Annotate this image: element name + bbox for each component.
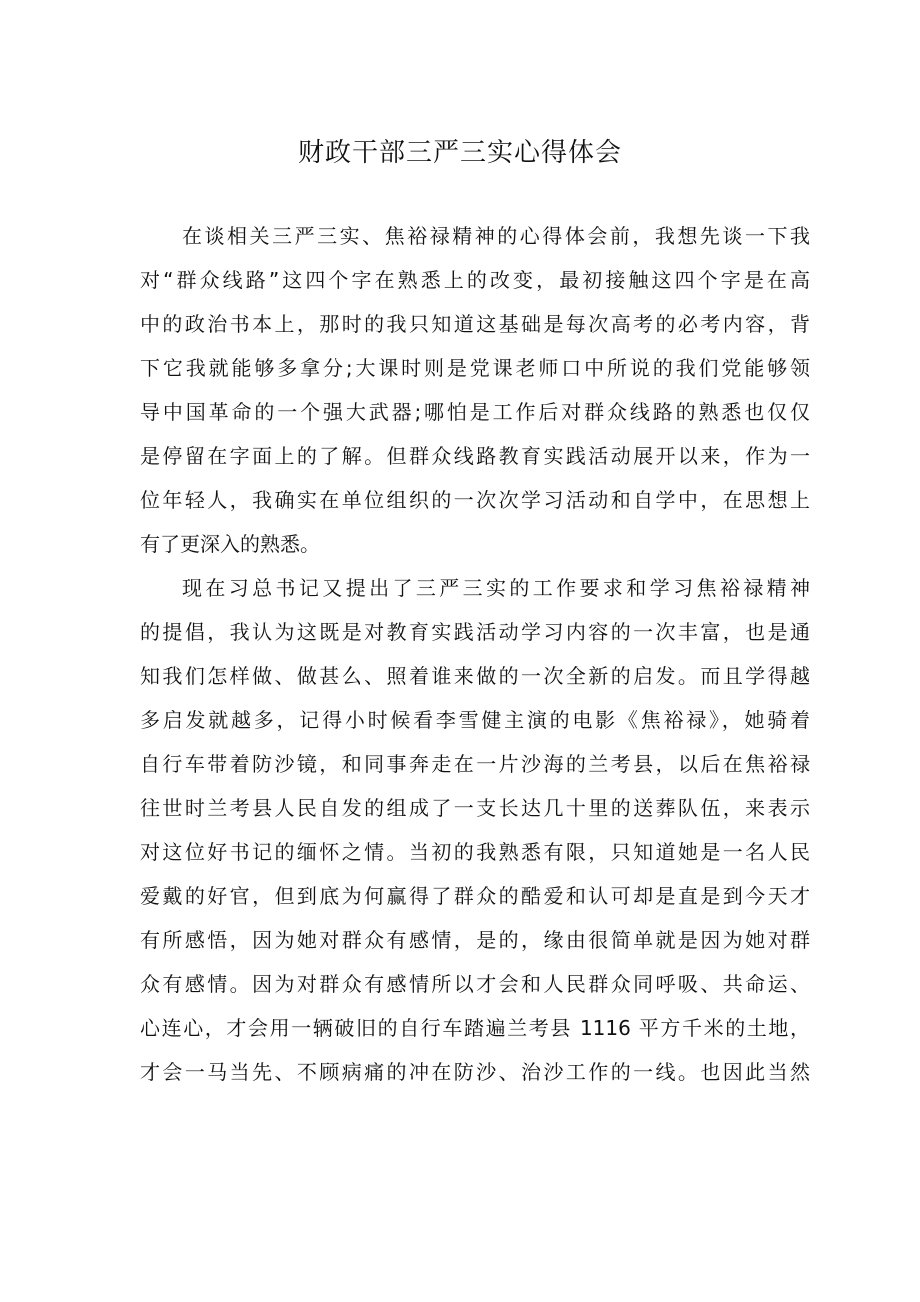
document-body	[140, 214, 810, 1094]
paragraph-1-line-1: 在谈相关三严三实、焦裕禄精神的心得体会前，我想先谈一下我	[182, 224, 810, 248]
paragraph-2-line-8: 爱戴的好官，但到底为何赢得了群众的酷爱和认可却是直是到今天才	[140, 884, 810, 908]
paragraph-2-line-3: 知我们怎样做、做甚么、照着谁来做的一次全新的启发。而且学得越	[140, 664, 810, 688]
paragraph-2-line-5: 自行车带着防沙镜，和同事奔走在一片沙海的兰考县，以后在焦裕禄	[140, 752, 810, 776]
paragraph-1-line-7: 位年轻人，我确实在单位组织的一次次学习活动和自学中，在思想上	[140, 488, 810, 512]
paragraph-2-line-2: 的提倡，我认为这既是对教育实践活动学习内容的一次丰富，也是通	[140, 620, 810, 644]
paragraph-1-line-5: 导中国革命的一个强大武器;哪怕是工作后对群众线路的熟悉也仅仅	[140, 400, 810, 424]
paragraph-2-line-10: 众有感情。因为对群众有感情所以才会和人民群众同呼吸、共命运、	[140, 972, 810, 996]
paragraph-2-line-12: 才会一马当先、不顾病痛的冲在防沙、治沙工作的一线。也因此当然	[140, 1060, 810, 1084]
paragraph-2-line-11: 心连心，才会用一辆破旧的自行车踏遍兰考县 1116 平方千米的土地，	[140, 1016, 810, 1040]
paragraph-1-line-8: 有了更深入的熟悉。	[140, 532, 320, 556]
paragraph-2-line-6: 往世时兰考县人民自发的组成了一支长达几十里的送葬队伍，来表示	[140, 796, 810, 820]
paragraph-1-line-6: 是停留在字面上的了解。但群众线路教育实践活动展开以来，作为一	[140, 444, 810, 468]
paragraph-2-line-9: 有所感悟，因为她对群众有感情，是的，缘由很简单就是因为她对群	[140, 928, 810, 952]
paragraph-2-line-4: 多启发就越多，记得小时候看李雪健主演的电影《焦裕禄》，她骑着	[140, 708, 810, 732]
paragraph-2-line-1: 现在习总书记又提出了三严三实的工作要求和学习焦裕禄精神	[182, 576, 810, 600]
paragraph-1-line-4: 下它我就能够多拿分;大课时则是党课老师口中所说的我们党能够领	[140, 356, 810, 380]
paragraph-1-line-3: 中的政治书本上，那时的我只知道这基础是每次高考的必考内容，背	[140, 312, 810, 336]
paragraph-1-line-2: 对“群众线路”这四个字在熟悉上的改变，最初接触这四个字是在高	[140, 268, 810, 292]
paragraph-2-line-7: 对这位好书记的缅怀之情。当初的我熟悉有限，只知道她是一名人民	[140, 840, 810, 864]
document-title: 财政干部三严三实心得体会	[297, 138, 622, 169]
